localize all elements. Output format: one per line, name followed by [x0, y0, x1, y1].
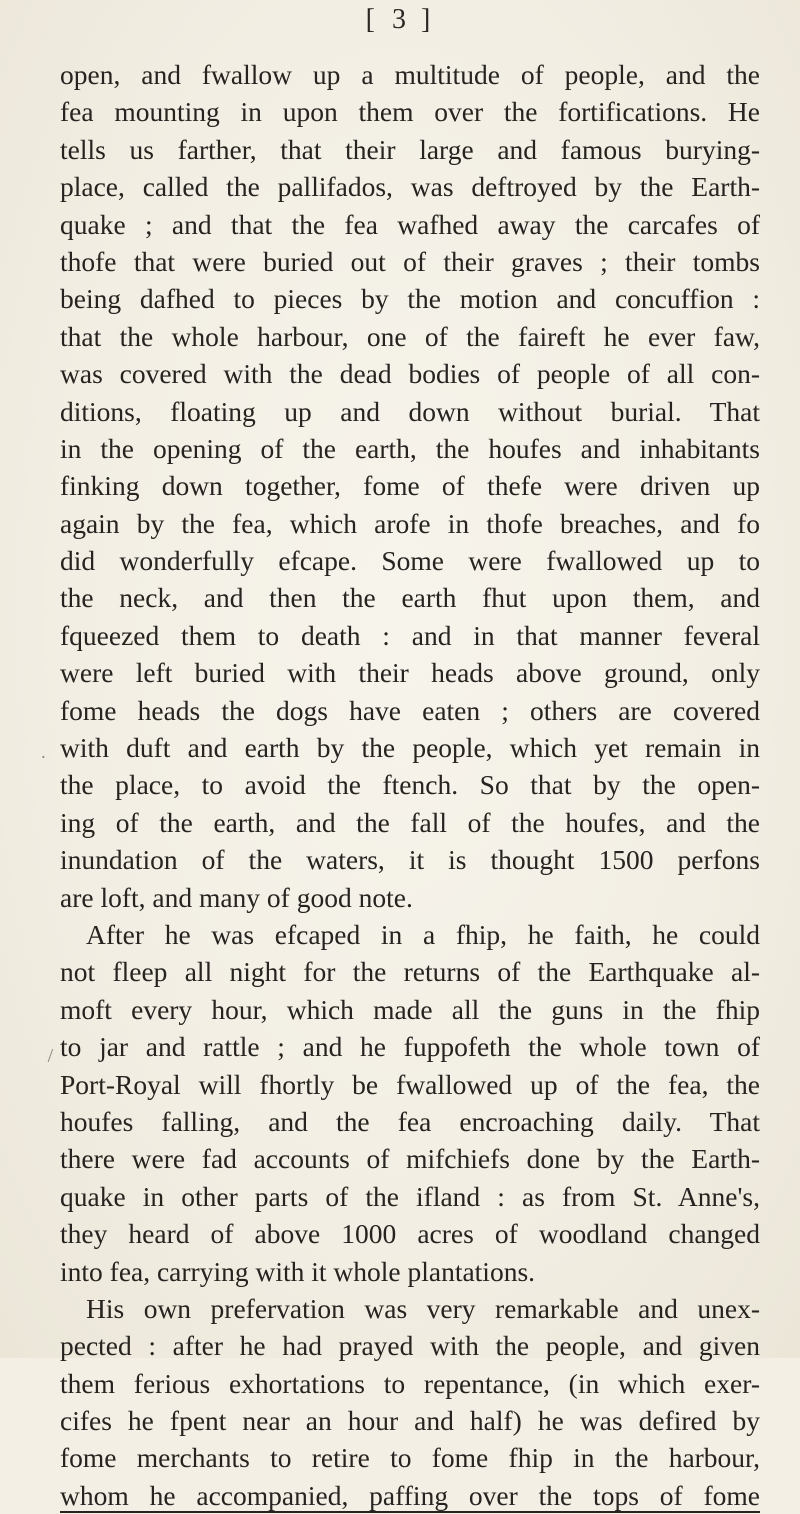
text-line: quake ; and that the fea wafhed away the carcafes of	[60, 208, 760, 240]
text-line: moft every hour, which made all the guns in the fhip	[60, 993, 760, 1025]
page-header	[0, 6, 800, 34]
text-line: ditions, floating up and down without burial. That	[60, 395, 760, 427]
text-line: was covered with the dead bodies of people of all con-	[60, 358, 760, 390]
text-line: fome merchants to retire to fome fhip in the harbour,	[60, 1442, 760, 1474]
text-line: to jar and rattle ; and he fuppofeth the whole town of	[60, 1031, 760, 1063]
text-line: Port-Royal will fhortly be fwallowed up of the fea, the	[60, 1068, 760, 1100]
margin-speck-mark: ˙	[40, 752, 47, 774]
text-line: were left buried with their heads above ground, only	[60, 657, 760, 689]
text-line: tells us farther, that their large and famous burying-	[60, 133, 760, 165]
text-line: fea mounting in upon them over the fortifications. He	[60, 96, 760, 128]
body-text	[60, 56, 760, 1514]
text-line: thofe that were buried out of their graves ; their tombs	[60, 245, 760, 277]
text-line: them ferious exhortations to repentance, (in which exer-	[60, 1367, 760, 1399]
text-line: there were fad accounts of mifchiefs done by the Earth-	[60, 1143, 760, 1175]
text-line: ing of the earth, and the fall of the houfes, and the	[60, 806, 760, 838]
text-line: are loft, and many of good note.	[60, 881, 413, 913]
page-number-close-bracket: ]	[421, 4, 435, 35]
text-line: whom he accompanied, paffing over the tops of fome	[60, 1479, 760, 1511]
text-line: with duft and earth by the people, which yet remain in	[60, 732, 760, 764]
text-line: again by the fea, which arofe in thofe breaches, and fo	[60, 507, 760, 539]
text-line: fome heads the dogs have eaten ; others are covered	[60, 694, 760, 726]
text-line: cifes he fpent near an hour and half) he was defired by	[60, 1405, 760, 1437]
page-number: 3	[392, 4, 410, 35]
paragraph-first-line: After he was efcaped in a fhip, he faith, he could	[86, 918, 760, 950]
page-number-open-bracket: [	[365, 4, 379, 35]
text-line: houfes falling, and the fea encroaching daily. That	[60, 1105, 760, 1137]
text-line: fqueezed them to death : and in that manner feveral	[60, 619, 760, 651]
text-line: they heard of above 1000 acres of woodland changed	[60, 1218, 760, 1250]
text-line: being dafhed to pieces by the motion and concuffion :	[60, 283, 760, 315]
text-line: finking down together, fome of thefe were driven up	[60, 470, 760, 502]
paragraph-first-line: His own prefervation was very remarkable and unex-	[86, 1292, 760, 1324]
margin-speck-mark: /	[46, 1045, 54, 1067]
text-line: the neck, and then the earth fhut upon them, and	[60, 582, 760, 614]
text-line: not fleep all night for the returns of the Earthquake al-	[60, 956, 760, 988]
text-line: open, and fwallow up a multitude of people, and the	[60, 59, 760, 90]
text-line: the place, to avoid the ftench. So that by the open-	[60, 769, 760, 801]
text-line: quake in other parts of the ifland : as from St. Anne's,	[60, 1180, 760, 1212]
text-line: place, called the pallifados, was deftroyed by the Earth-	[60, 171, 760, 203]
text-line: did wonderfully efcape. Some were fwallowed up to	[60, 545, 760, 577]
text-line: in the opening of the earth, the houfes and inhabitants	[60, 432, 760, 464]
text-line: into fea, carrying with it whole plantations.	[60, 1255, 536, 1287]
text-line: pected : after he had prayed with the people, and given	[60, 1330, 760, 1362]
text-line: that the whole harbour, one of the faireft he ever faw,	[60, 320, 760, 352]
text-line: inundation of the waters, it is thought 1500 perfons	[60, 844, 760, 876]
